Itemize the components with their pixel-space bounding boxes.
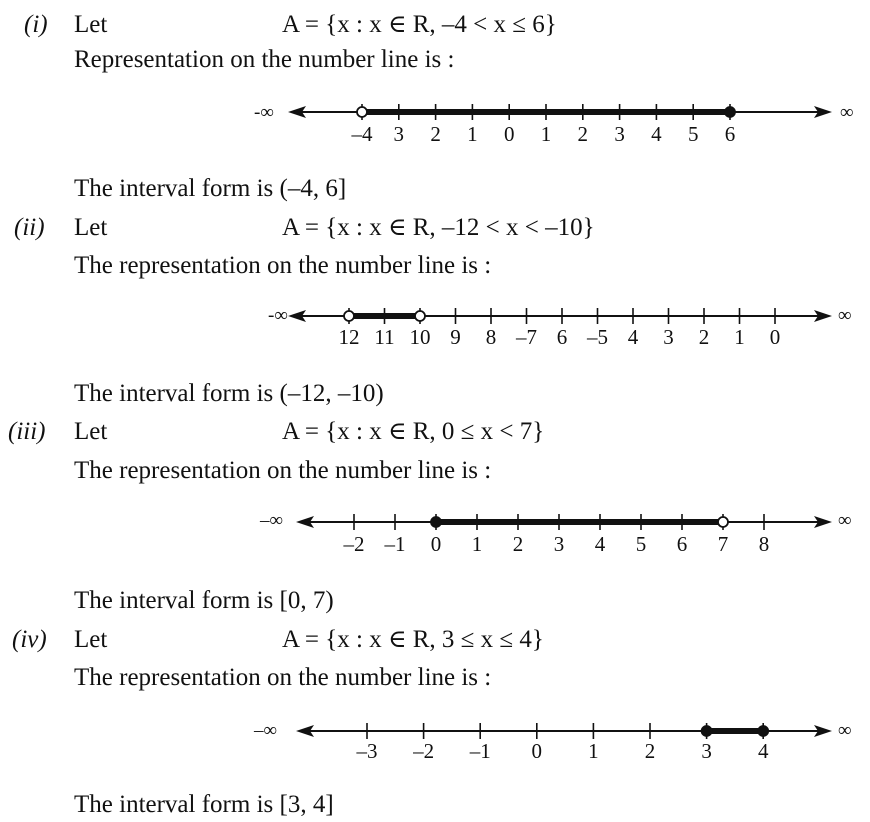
part-iii-neg-infinity: –∞ xyxy=(260,510,284,531)
tick-label: –1 xyxy=(469,739,491,763)
tick-label: 2 xyxy=(698,325,710,349)
interval-end-endpoint xyxy=(718,517,728,527)
tick-label: 0 xyxy=(531,739,543,763)
tick-label: 4 xyxy=(651,122,662,146)
tick-label: –5 xyxy=(587,325,608,349)
tick-label: –3 xyxy=(356,739,378,763)
tick-label: 1 xyxy=(471,532,483,556)
tick-label: 7 xyxy=(717,532,729,556)
tick-label: 3 xyxy=(553,532,565,556)
part-ii-set-expression: A = {x : x ∈ R, –12 < x < –10} xyxy=(282,214,595,241)
tick-label: 12 xyxy=(338,325,360,349)
tick-label: 0 xyxy=(769,325,781,349)
tick-label: 3 xyxy=(614,122,625,146)
tick-label: –7 xyxy=(516,325,537,349)
part-iv-neg-infinity: –∞ xyxy=(254,720,278,741)
part-ii-label: (ii) xyxy=(14,214,45,241)
tick-label: 5 xyxy=(687,122,699,146)
tick-label: 8 xyxy=(485,325,497,349)
tick-label: 10 xyxy=(409,325,431,349)
tick-label: 8 xyxy=(758,532,770,556)
part-iii-representation-text: The representation on the number line is : xyxy=(74,457,492,484)
part-i-set-expression: A = {x : x ∈ R, –4 < x ≤ 6} xyxy=(282,11,557,38)
part-iv-representation-text: The representation on the number line is : xyxy=(74,664,492,691)
tick-label: 4 xyxy=(594,532,606,556)
tick-label: –1 xyxy=(384,532,406,556)
part-i-label: (i) xyxy=(24,11,48,38)
part-ii-representation-text: The representation on the number line is : xyxy=(74,252,492,279)
part-iv-interval-form: The interval form is [3, 4] xyxy=(74,791,334,818)
tick-label: 2 xyxy=(512,532,524,556)
part-ii-pos-infinity: ∞ xyxy=(838,305,852,326)
tick-label: 2 xyxy=(430,122,441,146)
part-iii-label: (iii) xyxy=(8,418,46,445)
part-i-let: Let xyxy=(74,11,108,38)
tick-label: 6 xyxy=(556,325,568,349)
interval-start-endpoint xyxy=(344,311,354,321)
interval-start-endpoint xyxy=(431,517,441,527)
tick-label: 2 xyxy=(644,739,656,763)
tick-label: 3 xyxy=(701,739,712,763)
part-iii-interval-form: The interval form is [0, 7) xyxy=(74,587,334,614)
part-iii-pos-infinity: ∞ xyxy=(838,510,852,531)
interval-start-endpoint xyxy=(357,107,367,117)
interval-end-endpoint xyxy=(415,311,425,321)
tick-label: 1 xyxy=(734,325,745,349)
tick-label: 2 xyxy=(577,122,589,146)
part-i-interval-form: The interval form is (–4, 6] xyxy=(74,175,347,202)
part-i-pos-infinity: ∞ xyxy=(840,102,854,123)
interval-start-endpoint xyxy=(702,726,712,736)
part-iv-label: (iv) xyxy=(12,626,47,653)
part-i-neg-infinity: -∞ xyxy=(254,102,274,123)
part-iv-set-expression: A = {x : x ∈ R, 3 ≤ x ≤ 4} xyxy=(282,626,544,653)
tick-label: 4 xyxy=(757,739,769,763)
tick-label: 1 xyxy=(467,122,478,146)
tick-label: 4 xyxy=(627,325,639,349)
part-i-representation-text: Representation on the number line is : xyxy=(74,46,455,73)
part-iv-let: Let xyxy=(74,626,108,653)
tick-label: 0 xyxy=(503,122,515,146)
tick-label: 6 xyxy=(676,532,688,556)
tick-label: 3 xyxy=(663,325,674,349)
tick-label: 11 xyxy=(374,325,395,349)
interval-end-endpoint xyxy=(758,726,768,736)
tick-label: 1 xyxy=(588,739,599,763)
tick-label: 1 xyxy=(540,122,552,146)
tick-label: 6 xyxy=(724,122,736,146)
interval-end-endpoint xyxy=(725,107,735,117)
tick-label: –2 xyxy=(343,532,365,556)
part-iv-number-line xyxy=(0,701,870,761)
part-ii-interval-form: The interval form is (–12, –10) xyxy=(74,380,384,407)
tick-label: 5 xyxy=(635,532,647,556)
tick-label: 0 xyxy=(430,532,442,556)
part-iv-pos-infinity: ∞ xyxy=(838,720,852,741)
part-ii-neg-infinity: -∞ xyxy=(268,305,288,326)
tick-label: –2 xyxy=(413,739,435,763)
tick-label: –4 xyxy=(351,122,373,146)
part-iii-let: Let xyxy=(74,418,108,445)
tick-label: 3 xyxy=(393,122,405,146)
part-ii-let: Let xyxy=(74,214,108,241)
tick-label: 9 xyxy=(450,325,461,349)
part-iii-set-expression: A = {x : x ∈ R, 0 ≤ x < 7} xyxy=(282,418,545,445)
